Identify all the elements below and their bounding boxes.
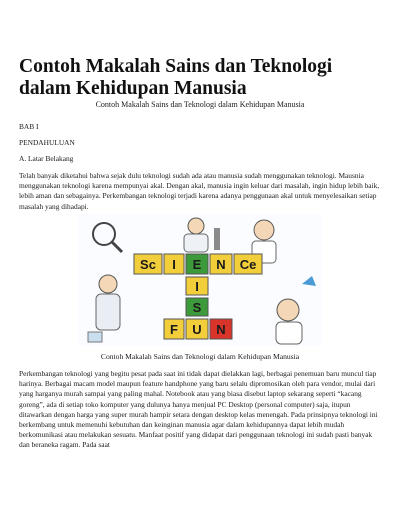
tile-f: F bbox=[170, 322, 178, 337]
subtitle: Contoh Makalah Sains dan Teknologi dalam Kehidupan Manusia bbox=[95, 100, 305, 109]
tile-ce: Ce bbox=[239, 257, 257, 272]
tile-n: N bbox=[216, 257, 226, 272]
tile-s: S bbox=[192, 300, 202, 315]
chapter-label: BAB I bbox=[19, 122, 39, 131]
section-heading: A. Latar Belakang bbox=[19, 154, 74, 163]
paragraph-intro: Telah banyak diketahui bahwa sejak dulu teknologi sudah ada atau manusia sudah menggunakan teknologi. Mausnia menggunakan teknologi karena mempunyai akal. Dengan akal, manusia ingin keluar dari masalah, ingin hidup lebih baik, lebih aman dan sebagainya. Perkembangan teknologi terjadi karena adanya penggunaan akal untuk menyelesaikan setiap masalah yang dihadapi. bbox=[19, 171, 380, 211]
tile-n-2: N bbox=[216, 322, 226, 337]
scientist-top-icon bbox=[184, 218, 220, 252]
paragraph-body: Perkembangan teknologi yang begitu pesat pada saat ini tidak dapat dielakkan lagi, berbagai penemuan baru muncul tiap harinya. Berbagai macam model maupun feature handphone yang baru selalu dipromosikan oleh para vendor, mulai dari yang harganya murah sampai yang paling mahal. Notebook atau yang biasa disebut laptop sekarang seperti “kacang goreng”, ada di setiap toko komputer yang dulunya hanya menjual PC Desktop (personal computer) saja, itupun ditawarkan dengan harga yang super murah hampir setara dengan desktop kelas menengah. Pada prinsipnya teknologi ini berkembang untuk memenuhi kebutuhan dan keinginan manusia agar dalam kehidupannya dapat lebih mudah berkomunikasi atau melakukan sesuatu. Manfaat positif yang didapat dari penggunaan teknologi ini sudah pasti banyak dan beraneka ragam. Pada saat bbox=[19, 369, 378, 450]
science-is-fun-illustration bbox=[78, 214, 322, 346]
figure-caption: Contoh Makalah Sains dan Teknologi dalam Kehidupan Manusia bbox=[100, 352, 300, 361]
tile-u: U bbox=[192, 322, 202, 337]
scientist-left-icon bbox=[88, 223, 122, 342]
tile-sc: Sc bbox=[140, 257, 156, 272]
tile-i-1: I bbox=[172, 257, 176, 272]
chapter-title: PENDAHULUAN bbox=[19, 138, 75, 147]
tile-e: E bbox=[192, 257, 202, 272]
illustration-svg bbox=[78, 214, 322, 346]
tile-i-2: I bbox=[195, 279, 199, 294]
page-title: Contoh Makalah Sains dan Teknologi dalam Kehidupan Manusia bbox=[19, 56, 333, 99]
scientist-right-icon bbox=[252, 220, 316, 344]
